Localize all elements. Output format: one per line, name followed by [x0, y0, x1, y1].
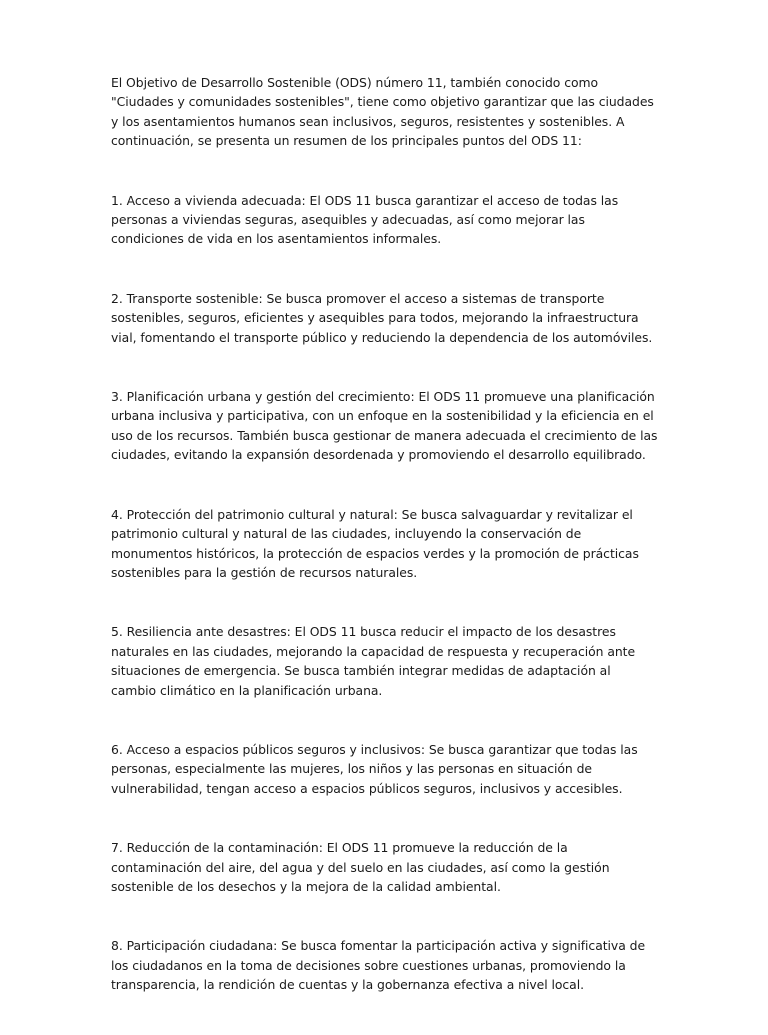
point-paragraph-7: 7. Reducción de la contaminación: El ODS 11 promueve la reducción de la contaminación del aire, del agua y del suelo en las ciudades, así como la gestión sostenible de los desechos y la mejora de la calidad ambiental. — [111, 840, 610, 894]
point-paragraph-6: 6. Acceso a espacios públicos seguros y inclusivos: Se busca garantizar que todas las personas, especialmente las mujeres, los niños y las personas en situación de vulnerabilidad, tengan acceso a espacios públicos seguros, inclusivos y accesibles. — [111, 741, 638, 796]
point-paragraph-2: 2. Transporte sostenible: Se busca promover el acceso a sistemas de transporte sostenibles, seguros, eficientes y asequibles para todos, mejorando la infraestructura vial, fomentando el transporte público y reduciendo la dependencia de los automóviles. — [111, 290, 653, 345]
point-paragraph-1: 1. Acceso a vivienda adecuada: El ODS 11 busca garantizar el acceso de todas las personas a viviendas seguras, asequibles y adecuadas, así como mejorar las condiciones de vida en los asentamientos informales. — [111, 192, 619, 247]
point-paragraph-8: 8. Participación ciudadana: Se busca fomentar la participación activa y significativa de los ciudadanos en la toma de decisiones sobre cuestiones urbanas, promoviendo la transparencia, la rendición de cuentas y la gobernanza efectiva a nivel local. — [111, 938, 646, 993]
point-paragraph-5: 5. Resiliencia ante desastres: El ODS 11 busca reducir el impacto de los desastres naturales en las ciudades, mejorando la capacidad de respuesta y recuperación ante situaciones de emergencia. Se busca también integrar medidas de adaptación al cambio climático en la planificación urbana. — [111, 624, 636, 698]
point-paragraph-3: 3. Planificación urbana y gestión del crecimiento: El ODS 11 promueve una planificación urbana inclusiva y participativa, con un enfoque en la sostenibilidad y la eficiencia en el uso de los recursos. También busca gestionar de manera adecuada el crecimiento de las ciudades, evitando la expansión desordenada y promoviendo el desarrollo equilibrado. — [111, 389, 658, 463]
point-paragraph-4: 4. Protección del patrimonio cultural y natural: Se busca salvaguardar y revitalizar el patrimonio cultural y natural de las ciudades, incluyendo la conservación de monumentos históricos, la protección de espacios verdes y la promoción de prácticas sostenibles para la gestión de recursos naturales. — [111, 506, 639, 580]
document-body — [111, 73, 659, 1035]
intro-paragraph: El Objetivo de Desarrollo Sostenible (ODS) número 11, también conocido como "Ciudades y comunidades sostenibles", tiene como objetivo garantizar que las ciudades y los asentamientos humanos sean inclusivos, seguros, resistentes y sostenibles. A continuación, se presenta un resumen de los principales puntos del ODS 11: — [111, 75, 654, 149]
